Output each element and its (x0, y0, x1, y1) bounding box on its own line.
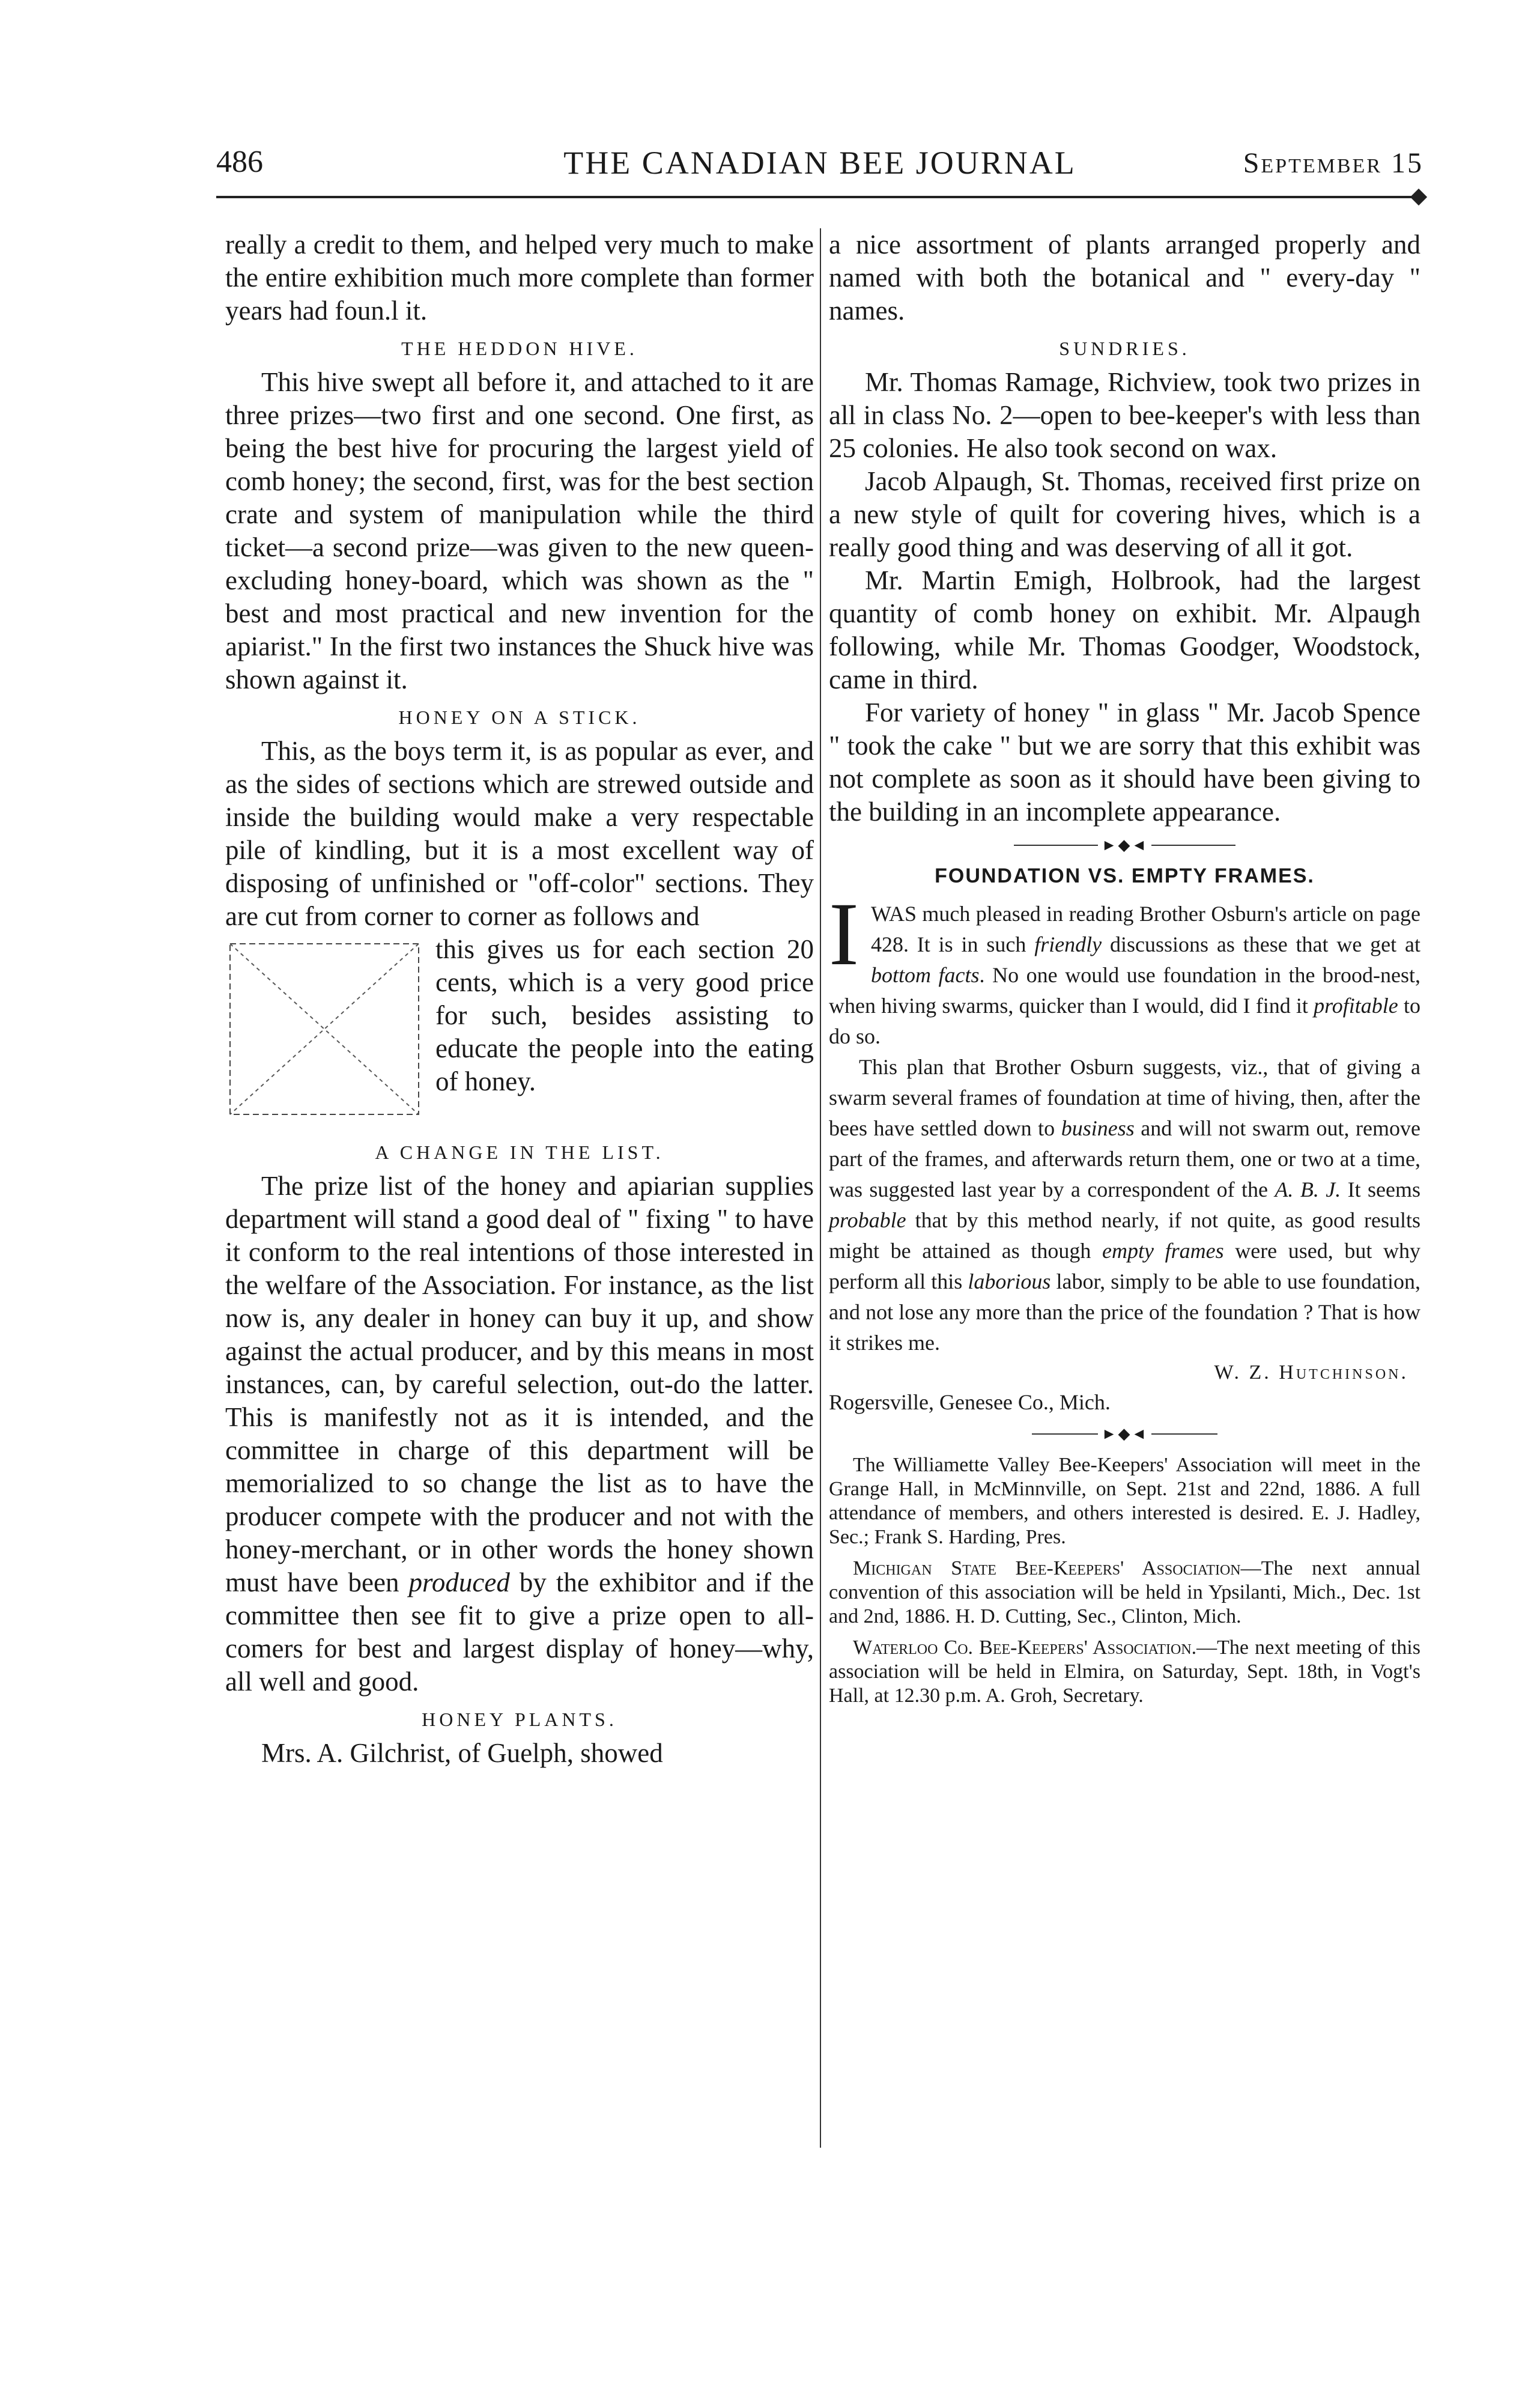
stick-paragraph: This, as the boys term it, is as popular as ever, and as the sides of sections which are strewed outside and inside the building would make a very respectable pile of kindling, but it is a most excellent way of disposing of unfinished or "off-color" sections. They are cut from corner to corner as follows and (225, 736, 814, 931)
notice-williamette: The Williamette Valley Bee-Keepers' Association will meet in the Grange Hall, in McMinnville, on Sept. 21st and 22nd, 1886. A full attendance of members, and others interested is desired. E. J. Hadley, Sec.; Frank S. Harding, Pres. (829, 1454, 1420, 1548)
heading-foundation-vs-empty-frames: FOUNDATION VS. EMPTY FRAMES. (935, 864, 1315, 887)
heading-heddon-hive: THE HEDDON HIVE. (401, 338, 638, 359)
heading-sundries: SUNDRIES. (1059, 338, 1190, 359)
heading-honey-on-a-stick: HONEY ON A STICK. (398, 706, 641, 728)
plants-paragraph: Mrs. A. Gilchrist, of Guelph, showed (261, 1738, 663, 1768)
list-paragraph: The prize list of the honey and apiarian supplies department will stand a good deal of " fixing " to have it conform to the real intentions of those interested in the welfare of the Association. For instance, as the list now is, any dealer in honey can buy it up, and show against the actual producer, and by this means in most instances, can, by careful selection, out-do the latter. This is manifestly not as it is intended, and the committee in charge of this department will be memorialized to so change the list as to have the producer compete with the producer and not with the honey-merchant, or in other words the honey shown must have been produced by the exhibitor and if the committee then see fit to give a prize open to all-comers for best and largest display of honey—why, all well and good. (225, 1171, 814, 1697)
author-location: Rogersville, Genesee Co., Mich. (829, 1390, 1111, 1414)
intro-paragraph: really a credit to them, and helped very much to make the entire exhibition much more complete than former years had foun.l it. (225, 229, 814, 326)
page-header (216, 144, 1423, 186)
notice-waterloo: Waterloo Co. Bee-Keepers' Association.—The next meeting of this association will be held in Elmira, on Saturday, Sept. 18th, in Vogt's Hall, at 12.30 p.m. A. Groh, Secretary. (829, 1636, 1420, 1707)
separator-ornament-2 (829, 1427, 1420, 1441)
heading-change-in-list: A CHANGE IN THE LIST. (375, 1141, 664, 1163)
section-cut-diagram (225, 939, 423, 1119)
foundation-paragraph-2: This plan that Brother Osburn suggests, viz., that of giving a swarm several frames of foundation at time of hiving, then, after the bees have settled down to business and will not swarm out, remove part of the frames, and afterwards return them, one or two at a time, was suggested last year by a correspondent of the A. B. J. It seems probable that by this method nearly, if not quite, as good results might be attained as though empty frames were used, but why perform all this laborious labor, simply to be able to use foundation, and not lose any more than the price of the foundation ? That is how it strikes me. (829, 1055, 1420, 1355)
heading-honey-plants: HONEY PLANTS. (422, 1709, 617, 1730)
separator-icon: ►◆◄ (1101, 836, 1148, 854)
rule-ornament-icon (1410, 189, 1427, 205)
page-number: 486 (216, 145, 263, 179)
separator-icon-2: ►◆◄ (1101, 1425, 1148, 1442)
notice-michigan: Michigan State Bee-Keepers' Association—The next annual convention of this association will be held in Ypsilanti, Mich., Dec. 1st and 2nd, 1886. H. D. Cutting, Sec., Clinton, Mich. (829, 1557, 1420, 1627)
header-rule (216, 196, 1423, 198)
section-cut-figure-block (225, 933, 814, 1131)
plants-continued-paragraph: a nice assortment of plants arranged properly and named with both the botanical and " every-day " names. (829, 229, 1420, 326)
heddon-paragraph: This hive swept all before it, and attached to it are three prizes—two first and one second. One first, as being the best hive for procuring the largest yield of comb honey; the second, first, was for the best section crate and system of manipulation while the third ticket—a second prize—was given to the new queen-excluding honey-board, which was shown as the " best and most practical and new invention for the apiarist." In the first two instances the Shuck hive was shown against it. (225, 367, 814, 694)
ramage-paragraph: Mr. Thomas Ramage, Richview, took two prizes in all in class No. 2—open to bee-keeper's with less than 25 colonies. He also took second on wax. (829, 367, 1420, 463)
author-signature: W. Z. Hutchinson. (1214, 1361, 1408, 1384)
emigh-paragraph: Mr. Martin Emigh, Holbrook, had the largest quantity of comb honey on exhibit. Mr. Alpaugh following, while Mr. Thomas Goodger, Woodstock, came in third. (829, 565, 1420, 694)
journal-title: THE CANADIAN BEE JOURNAL (563, 145, 1076, 181)
column-divider (820, 228, 821, 2148)
spence-paragraph: For variety of honey " in glass " Mr. Jacob Spence " took the cake " but we are sorry that this exhibit was not complete as soon as it should have been giving to the building in an incomplete appearance. (829, 697, 1420, 827)
drop-cap: I (829, 884, 859, 984)
alpaugh-paragraph: Jacob Alpaugh, St. Thomas, received first prize on a new style of quilt for covering hives, which is a really good thing and was deserving of all it got. (829, 466, 1420, 562)
left-column (225, 228, 814, 1770)
stick-wrap-paragraph: this gives us for each section 20 cents, which is a very good price for such, besides assisting to educate the people into the eating of honey. (435, 934, 814, 1096)
issue-date: September 15 (1243, 147, 1423, 179)
separator-ornament (829, 838, 1420, 852)
right-column (829, 228, 1420, 1708)
foundation-paragraph-1: IWAS much pleased in reading Brother Osburn's article on page 428. It is in such friendly discussions as these that we get at bottom facts. No one would use foundation in the brood-nest, when hiving swarms, quicker than I would, did I find it profitable to do so. (829, 884, 1420, 1048)
emphasis-produced: produced (408, 1567, 510, 1597)
